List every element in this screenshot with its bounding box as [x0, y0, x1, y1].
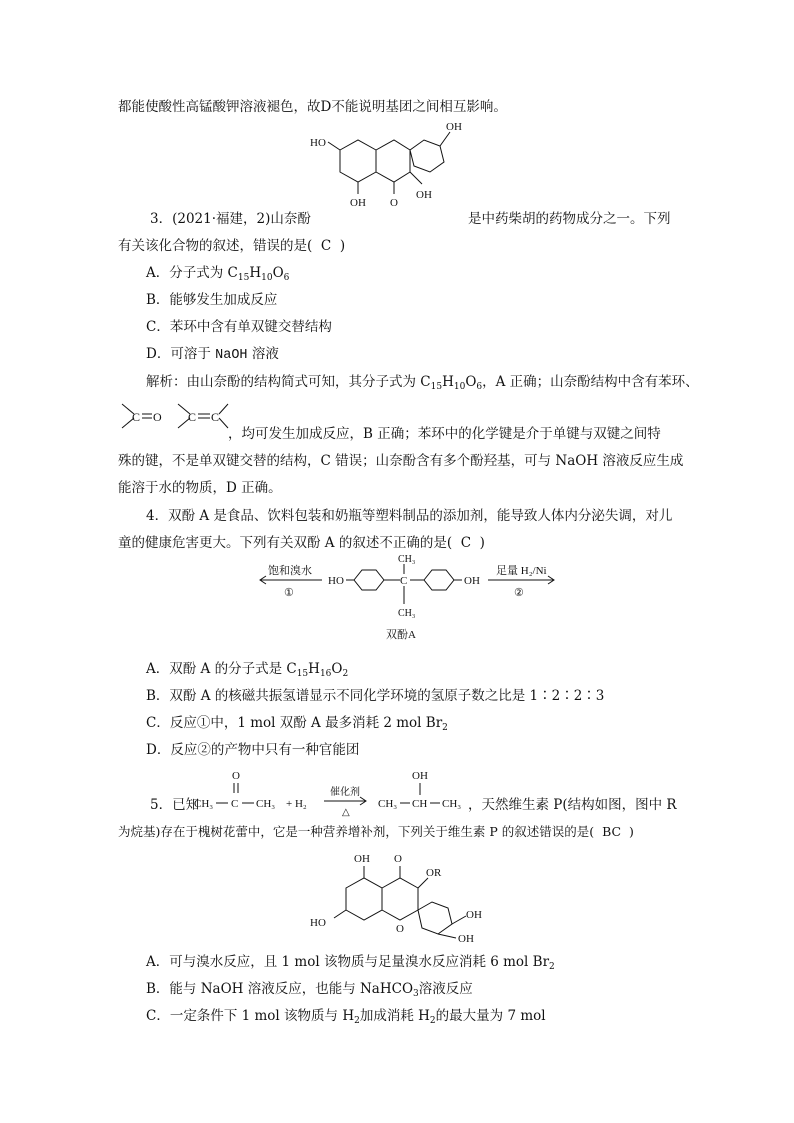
svg-text:O: O	[153, 410, 162, 424]
q3-close: )	[339, 238, 346, 254]
q3-analysis-line3: 殊的键，不是单双键交替的结构，C 错误；山奈酚含有多个酚羟基，可与 NaOH 溶液反应生成	[118, 453, 684, 469]
q5-option-c: C．一定条件下 1 mol 该物质与 $H_2$加成消耗 $H_2$的最大量为 7 mol	[146, 1008, 546, 1026]
q5-stem-suffix: ，天然维生素 P(结构如图，图中 R	[468, 797, 677, 813]
struct-label-oh: OH	[446, 121, 462, 133]
svg-text:C: C	[188, 410, 197, 424]
svg-text:催化剂: 催化剂	[330, 787, 360, 798]
q3-analysis-line2: ，均可发生加成反应，B 正确；苯环中的化学键是介于单键与双键之间特	[228, 426, 661, 442]
svg-text:OH: OH	[458, 933, 474, 945]
svg-text:HO: HO	[328, 575, 344, 587]
svg-text:OH: OH	[354, 853, 370, 865]
q4-option-c: C．反应①中，1 mol 双酚 A 最多消耗 2 mol $Br_2$	[146, 715, 448, 733]
svg-text:C: C	[400, 575, 408, 587]
svg-text:①: ①	[284, 587, 294, 599]
svg-text:CH₃: CH₃	[442, 798, 462, 810]
struct-label-ho: HO	[310, 137, 326, 149]
q4-answer: C	[460, 535, 472, 551]
svg-text:C: C	[231, 798, 239, 810]
acetone-hydrogenation-equation	[194, 765, 494, 825]
svg-text:CH₃: CH₃	[398, 608, 416, 619]
struct-label-oh: OH	[416, 189, 432, 201]
q5-option-b: B．能与 NaOH 溶液反应，也能与 NaHCO$_3$溶液反应	[146, 981, 473, 999]
svg-text:足量 H₂/Ni: 足量 H₂/Ni	[496, 565, 547, 577]
svg-text:CH₃: CH₃	[378, 798, 398, 810]
q3-analysis-line1: 解析：由山奈酚的结构简式可知，其分子式为 $C_{15}H_{10}O_6$，A 正确；山奈酚结构中含有苯环、	[146, 374, 699, 392]
q3-answer: C	[320, 238, 332, 254]
q3-stem-part2: 是中药柴胡的药物成分之一。下列	[468, 211, 671, 227]
q5-option-a: A．可与溴水反应，且 1 mol 该物质与足量溴水反应消耗 6 mol $Br_2$	[146, 954, 555, 972]
q3-analysis-line4: 能溶于水的物质，D 正确。	[118, 480, 282, 496]
svg-text:O: O	[394, 853, 402, 865]
q3-stem-part1: 3．(2021·福建，2)山奈酚	[150, 211, 311, 227]
svg-text:OH: OH	[466, 909, 482, 921]
q3-stem-line2	[118, 237, 345, 255]
q3-option-a: A．分子式为 $C_{15}H_{10}O_6$	[146, 265, 290, 283]
q4-stem-line1: 4．双酚 A 是食品、饮料包装和奶瓶等塑料制品的添加剂，能导致人体内分泌失调，对儿	[146, 508, 673, 524]
svg-text:CH₃: CH₃	[398, 554, 416, 565]
svg-text:CH₃: CH₃	[256, 798, 276, 810]
svg-text:C: C	[132, 410, 141, 424]
svg-text:CH₃: CH₃	[194, 798, 214, 810]
svg-text:双酚A: 双酚A	[386, 629, 416, 641]
svg-text:C: C	[211, 410, 220, 424]
q4-option-b: B．双酚 A 的核磁共振氢谱显示不同化学环境的氢原子数之比是 1∶2∶2∶3	[146, 688, 605, 704]
vitamin-p-structure	[306, 848, 496, 948]
q3-stem-text: 有关该化合物的叙述，错误的是(	[118, 238, 313, 254]
q4-option-a: A．双酚 A 的分子式是 $C_{15}H_{16}O_2$	[146, 661, 349, 679]
bisphenol-a-scheme	[240, 554, 560, 648]
svg-text:+ H₂: + H₂	[286, 798, 307, 810]
svg-text:O: O	[232, 770, 240, 782]
carbonyl-group-drawing	[118, 398, 168, 438]
q5-stem-line2: 为烷基)存在于槐树花蕾中，它是一种营养增补剂，下列关于维生素 P 的叙述错误的是( BC )	[118, 824, 634, 839]
struct-label-o: O	[390, 197, 398, 209]
svg-text:HO: HO	[310, 917, 326, 929]
struct-label-oh: OH	[350, 197, 366, 209]
q4-stem-line2: 童的健康危害更大。下列有关双酚 A 的叙述不正确的是( C )	[118, 535, 485, 551]
svg-text:②: ②	[514, 587, 524, 599]
q3-option-c: C．苯环中含有单双键交替结构	[146, 319, 332, 335]
svg-text:△: △	[342, 807, 350, 818]
previous-answer-line: 都能使酸性高锰酸钾溶液褪色，故D不能说明基团之间相互影响。	[118, 99, 507, 115]
svg-text:OR: OR	[426, 867, 442, 879]
kaempferol-structure	[310, 118, 470, 208]
svg-text:饱和溴水: 饱和溴水	[268, 565, 312, 577]
svg-text:OH: OH	[464, 575, 480, 587]
svg-text:OH: OH	[412, 770, 428, 782]
q4-option-d: D．反应②的产物中只有一种官能团	[146, 742, 360, 758]
q5-stem-prefix: 5．已知	[150, 797, 200, 813]
q5-answer: BC	[602, 824, 622, 839]
svg-text:CH: CH	[412, 798, 428, 810]
q3-option-b: B．能够发生加成反应	[146, 292, 278, 308]
alkene-group-drawing	[174, 398, 230, 438]
svg-text:O: O	[396, 923, 404, 935]
q3-option-d: D．可溶于 NaOH 溶液	[146, 346, 279, 363]
